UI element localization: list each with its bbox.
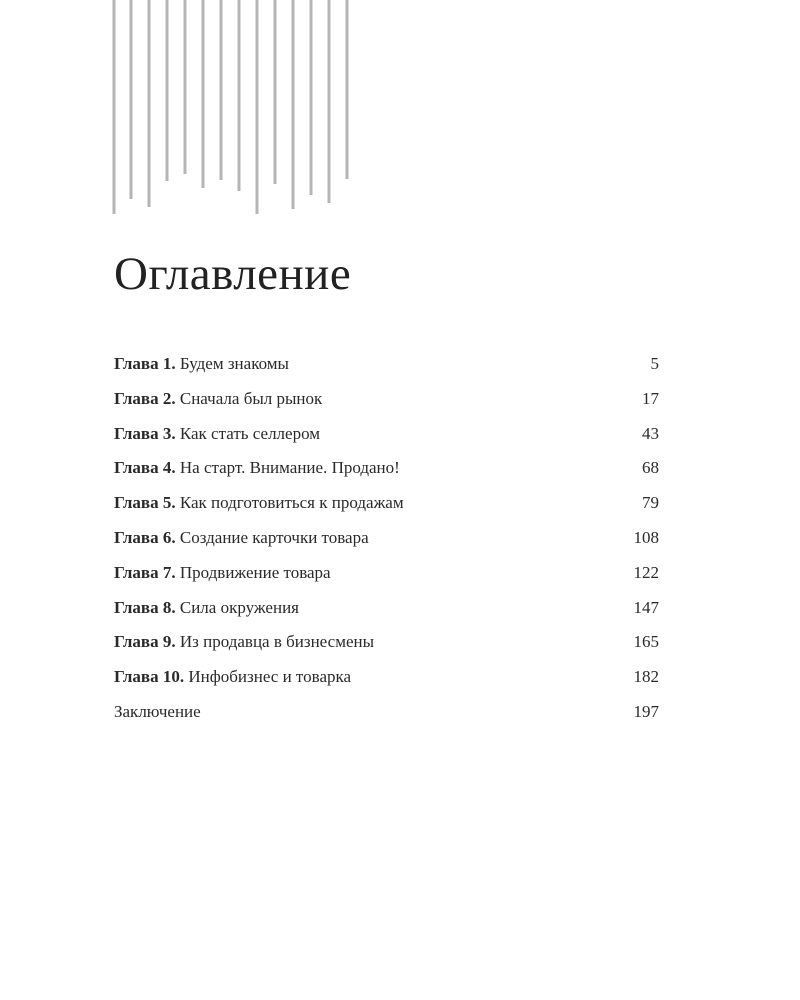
toc-item-chapter-3[interactable] xyxy=(114,417,659,452)
page-title: Оглавление xyxy=(114,248,352,300)
decorative-lines xyxy=(0,0,800,240)
toc-item-chapter-6[interactable] xyxy=(114,521,659,556)
toc-item-chapter-10[interactable] xyxy=(114,660,659,695)
toc-entry xyxy=(114,486,404,521)
chapter-title: Продвижение товара xyxy=(179,562,331,582)
page-number: 147 xyxy=(633,597,659,617)
chapter-label: Глава 10. xyxy=(114,667,185,687)
chapter-title: Создание карточки товара xyxy=(179,527,369,547)
page-number: 68 xyxy=(642,458,659,478)
toc-entry xyxy=(114,695,201,730)
chapter-title: Как стать селлером xyxy=(179,423,321,443)
page-number: 197 xyxy=(633,701,659,721)
chapter-label: Глава 2. xyxy=(114,388,176,408)
toc-entry xyxy=(114,556,331,591)
chapter-title: Сила окружения xyxy=(179,597,299,617)
chapter-label: Глава 6. xyxy=(114,527,176,547)
chapter-title: Как подготовиться к продажам xyxy=(179,493,404,513)
chapter-title: Сначала был рынок xyxy=(179,388,323,408)
toc-entry xyxy=(114,625,374,660)
page-number: 182 xyxy=(633,667,659,687)
chapter-title: На старт. Внимание. Продано! xyxy=(179,458,400,478)
toc-item-conclusion[interactable] xyxy=(114,695,659,730)
toc-entry xyxy=(114,521,369,556)
chapter-label: Глава 1. xyxy=(114,354,176,373)
toc-entry xyxy=(114,591,299,626)
toc-entry xyxy=(114,417,320,452)
toc-entry xyxy=(114,347,289,382)
page-number: 165 xyxy=(633,632,659,652)
toc-item-chapter-5[interactable] xyxy=(114,486,659,521)
toc-item-chapter-1[interactable] xyxy=(114,347,659,382)
chapter-title: Заключение xyxy=(114,701,201,721)
chapter-label: Глава 3. xyxy=(114,423,176,443)
page-number: 5 xyxy=(650,354,659,373)
toc-entry xyxy=(114,660,351,695)
toc-item-chapter-4[interactable] xyxy=(114,451,659,486)
chapter-label: Глава 7. xyxy=(114,562,176,582)
chapter-label: Глава 8. xyxy=(114,597,176,617)
chapter-label: Глава 9. xyxy=(114,632,176,652)
toc-item-chapter-7[interactable] xyxy=(114,556,659,591)
page-number: 43 xyxy=(642,423,659,443)
chapter-label: Глава 5. xyxy=(114,493,176,513)
page-number: 122 xyxy=(633,562,659,582)
toc-item-chapter-9[interactable] xyxy=(114,625,659,660)
toc-item-chapter-2[interactable] xyxy=(114,382,659,417)
page-number: 17 xyxy=(642,388,659,408)
chapter-title: Из продавца в бизнесмены xyxy=(179,632,375,652)
chapter-label: Глава 4. xyxy=(114,458,176,478)
toc-entry xyxy=(114,382,322,417)
page-number: 108 xyxy=(633,527,659,547)
chapter-title: Будем знакомы xyxy=(179,354,289,373)
toc-item-chapter-8[interactable] xyxy=(114,591,659,626)
chapter-title: Инфобизнес и товарка xyxy=(188,667,352,687)
page-number: 79 xyxy=(642,493,659,513)
toc-entry xyxy=(114,451,400,486)
table-of-contents xyxy=(114,347,659,730)
